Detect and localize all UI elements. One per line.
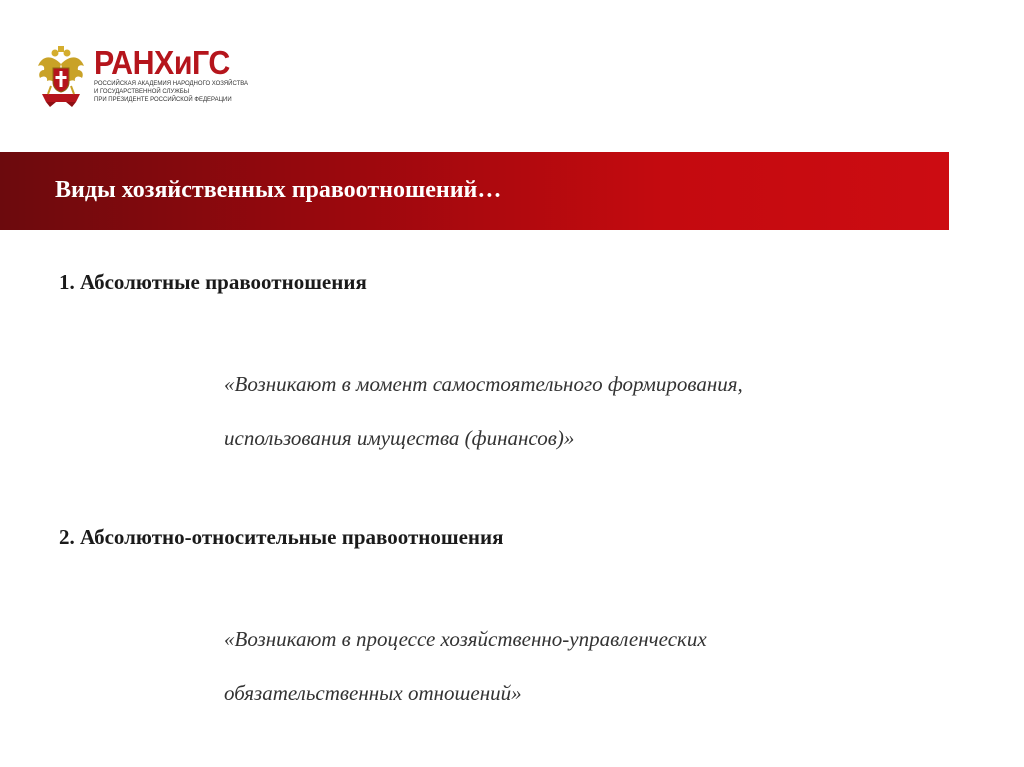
brand-subtitle-line: ПРИ ПРЕЗИДЕНТЕ РОССИЙСКОЙ ФЕДЕРАЦИИ bbox=[94, 97, 232, 103]
double-headed-eagle-emblem-icon bbox=[36, 44, 86, 108]
quote-line: обязательственных отношений» bbox=[224, 681, 522, 705]
item-heading-absolute-relative: 2. Абсолютно-относительные правоотношения bbox=[59, 525, 504, 549]
item-heading-absolute: 1. Абсолютные правоотношения bbox=[59, 270, 367, 294]
slide-title: Виды хозяйственных правоотношений… bbox=[55, 177, 502, 203]
item-quote-absolute bbox=[224, 357, 964, 465]
brand-block bbox=[94, 46, 248, 104]
brand-subtitle-line: РОССИЙСКАЯ АКАДЕМИЯ НАРОДНОГО ХОЗЯЙСТВА bbox=[94, 81, 249, 87]
brand-name: РАНХиГС bbox=[94, 44, 230, 81]
item-quote-absolute-relative bbox=[224, 612, 964, 720]
quote-line: «Возникают в момент самостоятельного формирования, bbox=[224, 372, 743, 396]
brand-subtitle-line: И ГОСУДАРСТВЕННОЙ СЛУЖБЫ bbox=[94, 89, 190, 95]
quote-line: использования имущества (финансов)» bbox=[224, 426, 575, 450]
title-banner bbox=[0, 152, 949, 230]
logo bbox=[36, 44, 249, 110]
quote-line: «Возникают в процессе хозяйственно-управленческих bbox=[224, 627, 707, 651]
